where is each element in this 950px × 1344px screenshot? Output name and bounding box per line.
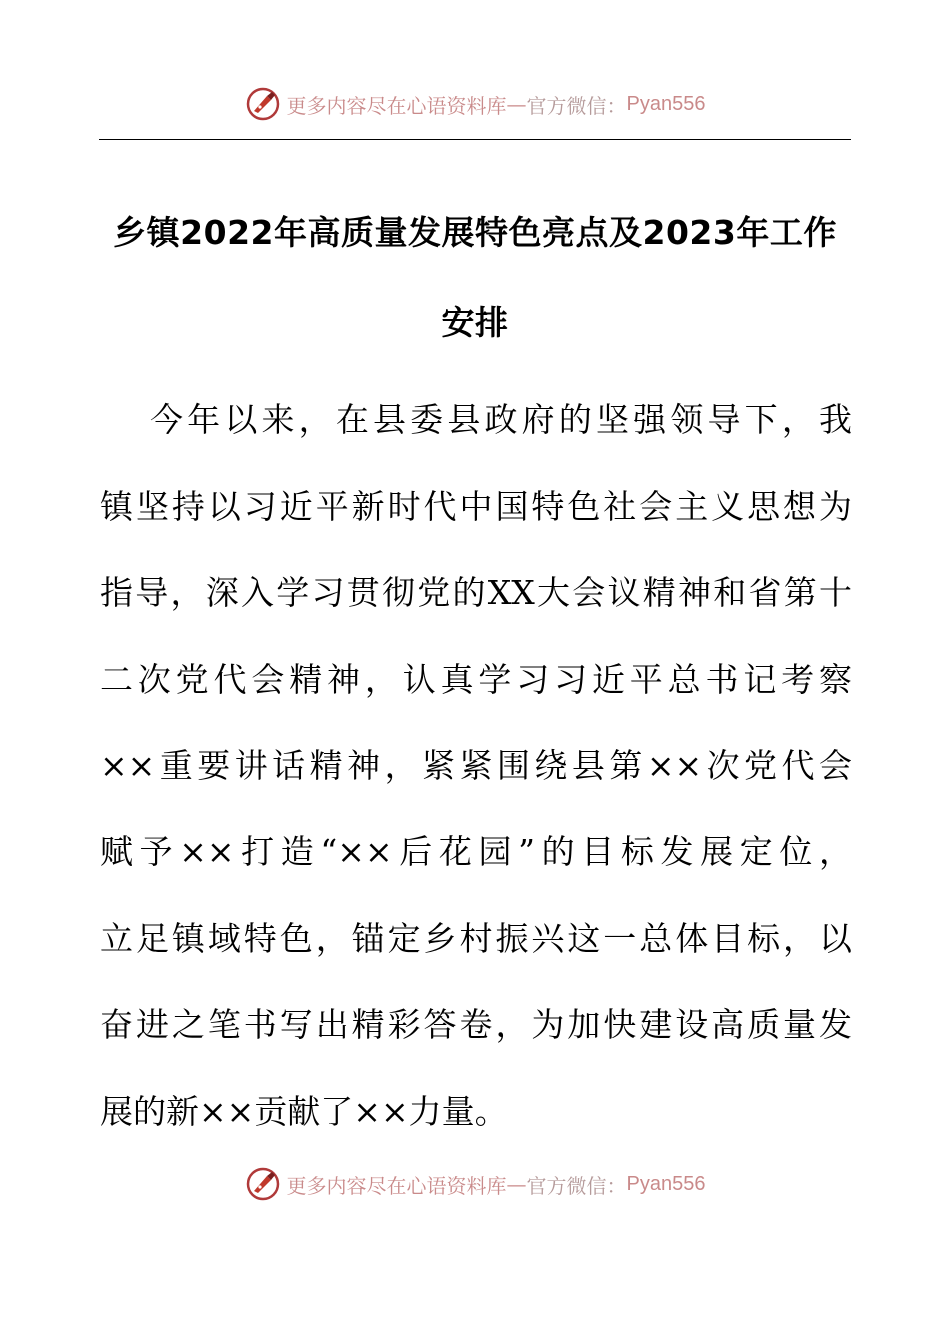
paragraph-line: ××重要讲话精神，紧紧围绕县第××次党代会 xyxy=(100,746,852,785)
paragraph-line: 指导，深入学习贯彻党的XX大会议精神和省第十 xyxy=(100,573,852,612)
watermark-site-text: 更多内容尽在心语资料库 xyxy=(286,93,507,118)
document-title-line-1: 乡镇2022年高质量发展特色亮点及2023年工作 xyxy=(113,213,837,252)
watermark-wechat-label: 官方微信： xyxy=(526,1173,627,1198)
paragraph-line: 立足镇域特色，锚定乡村振兴这一总体目标，以 xyxy=(100,919,852,958)
pen-nib-logo-icon xyxy=(245,1166,281,1202)
document-title-line-2: 安排 xyxy=(441,303,509,342)
paragraph-line: 奋进之笔书写出精彩答卷，为加快建设高质量发 xyxy=(100,1005,852,1044)
watermark-wechat-id: Pyan556 xyxy=(626,92,706,115)
paragraph-line: 展的新××贡献了××力量。 xyxy=(100,1092,508,1131)
watermark-separator: — xyxy=(506,1172,527,1196)
header-watermark xyxy=(0,82,950,126)
watermark-wechat-label: 官方微信： xyxy=(526,93,627,118)
header-divider xyxy=(99,139,851,140)
watermark-site-text: 更多内容尽在心语资料库 xyxy=(286,1173,507,1198)
paragraph-line: 今年以来，在县委县政府的坚强领导下，我 xyxy=(150,400,852,439)
paragraph-line: 赋予××打造“××后花园”的目标发展定位， xyxy=(100,832,852,871)
paragraph-line: 二次党代会精神，认真学习习近平总书记考察 xyxy=(100,660,852,699)
paragraph-line: 镇坚持以习近平新时代中国特色社会主义思想为 xyxy=(100,487,852,526)
watermark-separator: — xyxy=(506,92,527,116)
footer-watermark xyxy=(0,1162,950,1206)
watermark-wechat-id: Pyan556 xyxy=(626,1172,706,1195)
pen-nib-logo-icon xyxy=(245,86,281,122)
